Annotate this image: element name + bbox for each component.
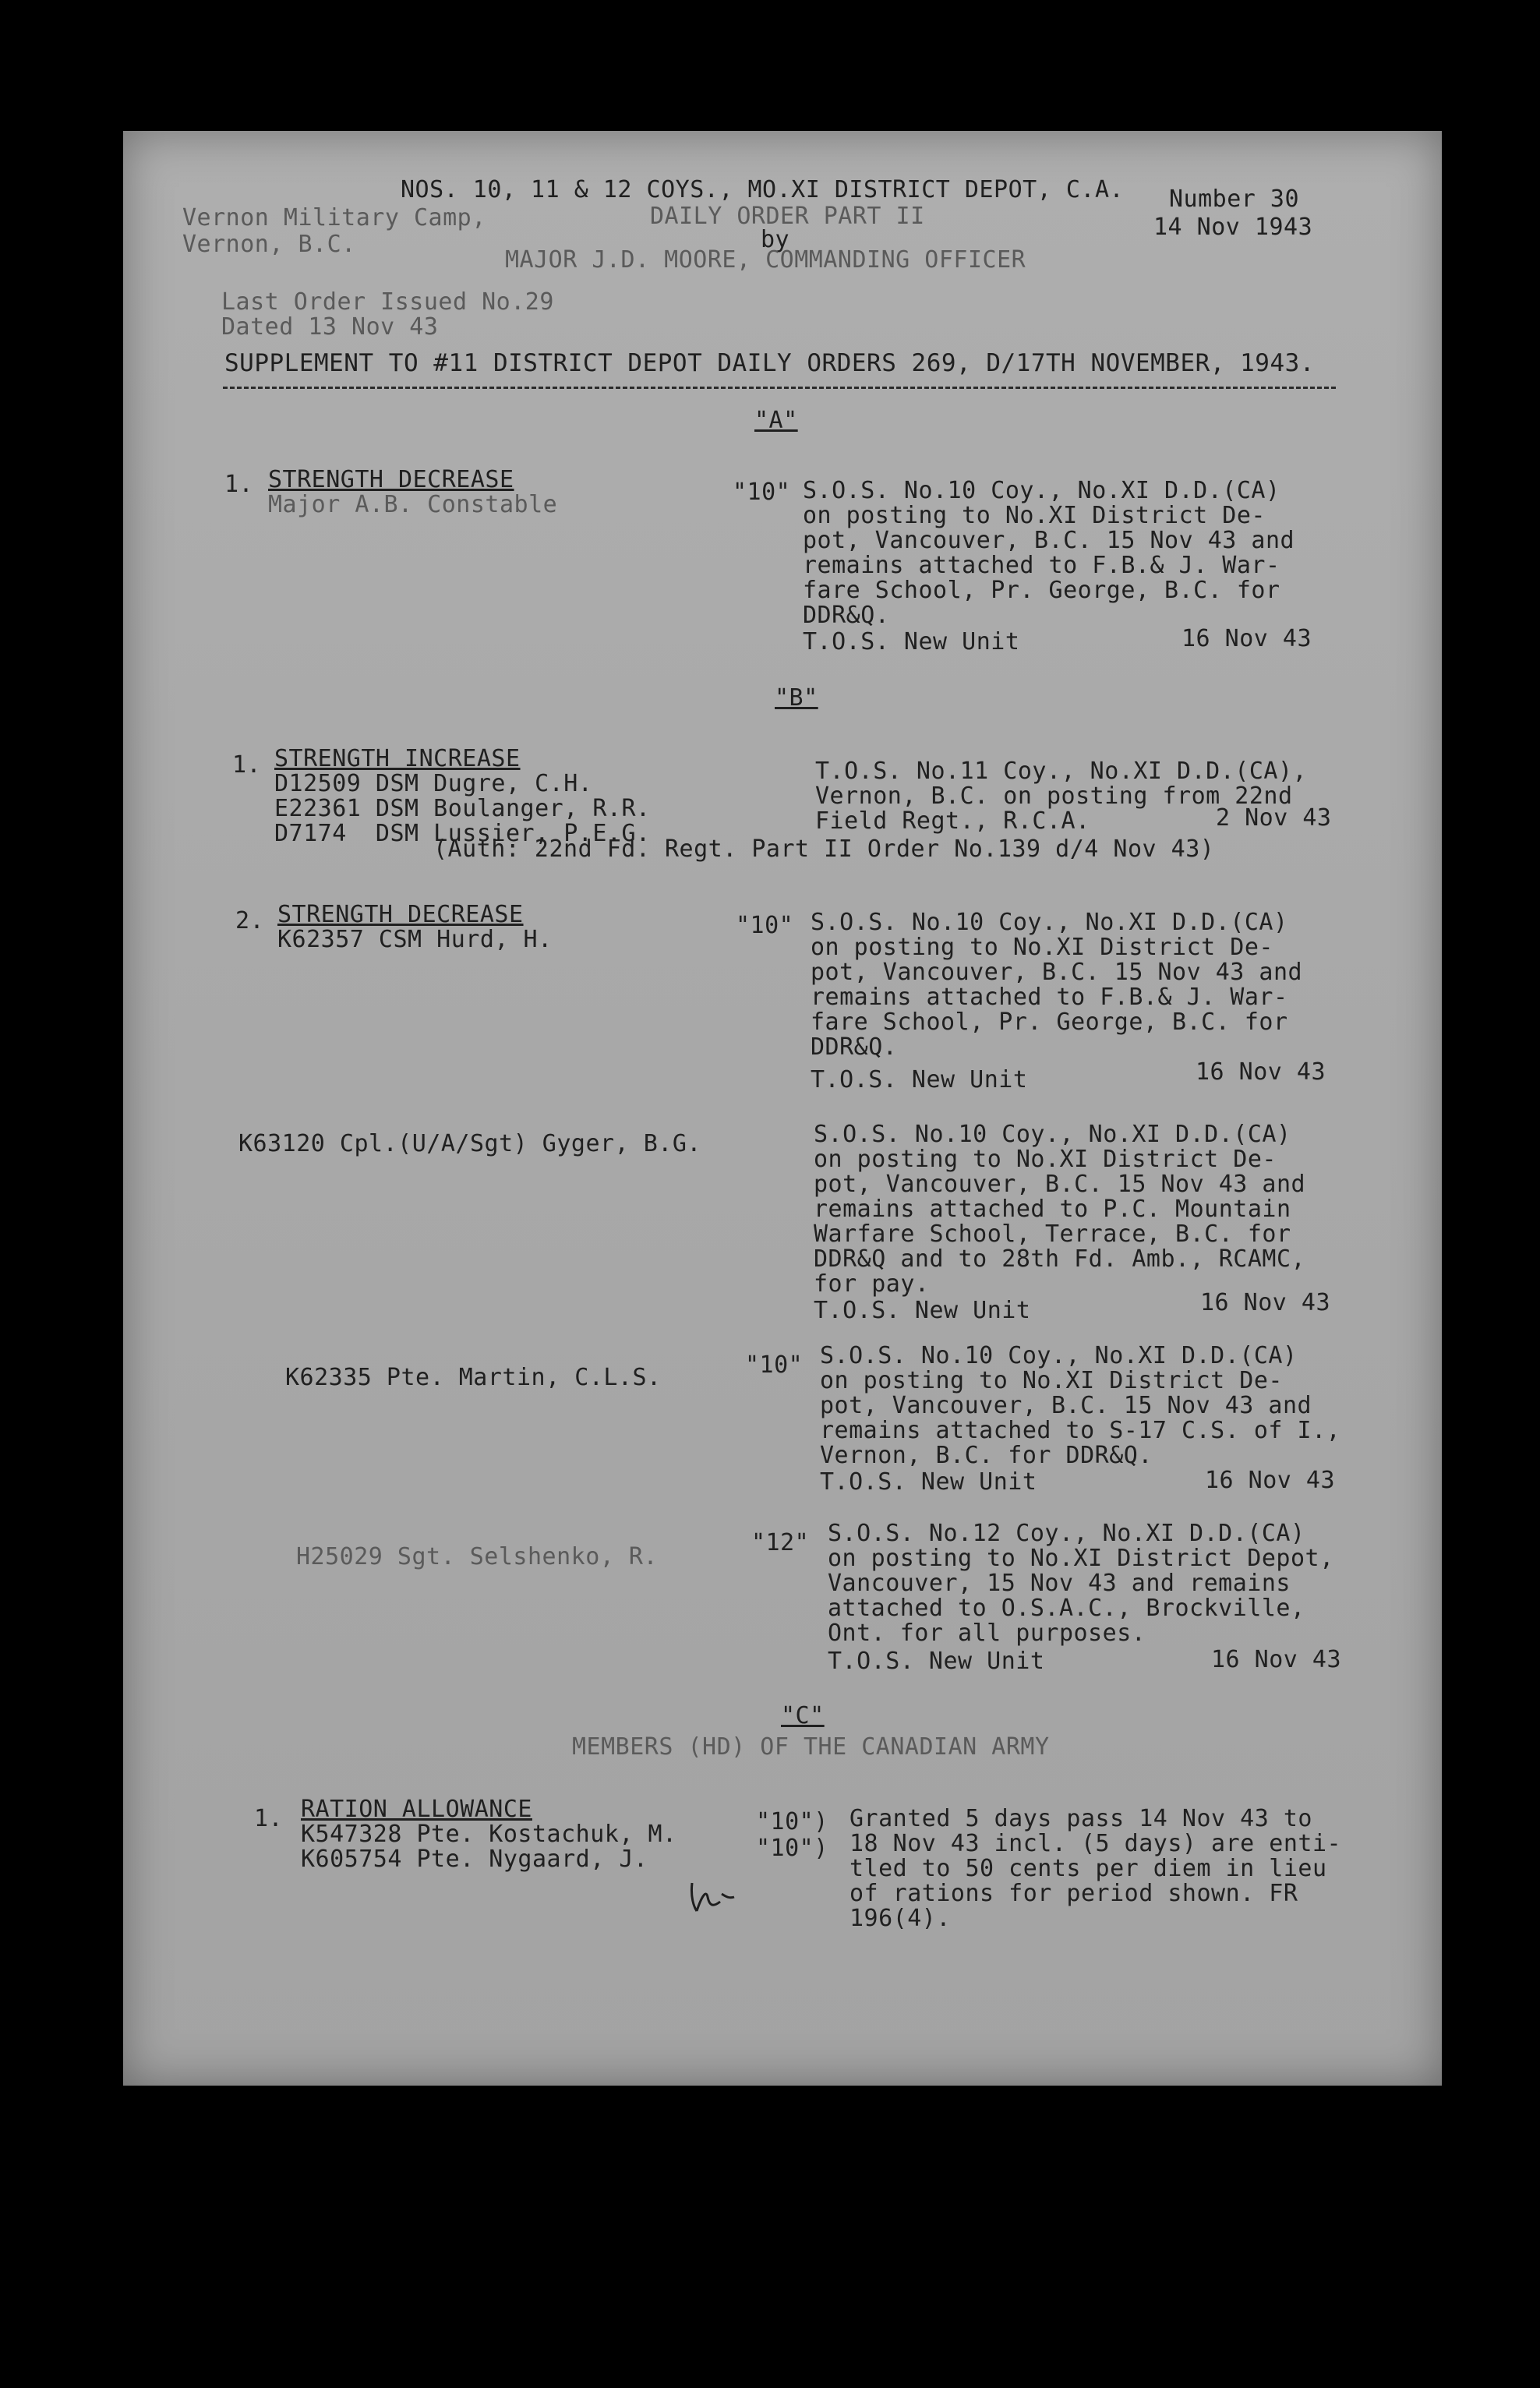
section-b-item-2-coy: "10"	[736, 912, 794, 939]
section-b-item-3-line-2: on posting to No.XI District De-	[814, 1146, 1277, 1173]
section-b-item-4-line-1: S.O.S. No.10 Coy., No.XI D.D.(CA)	[820, 1342, 1298, 1369]
section-c-item-1-heading: RATION ALLOWANCE	[301, 1796, 532, 1823]
section-a-item-1-line-2: on posting to No.XI District De-	[803, 502, 1266, 529]
section-b-item-4-name: K62335 Pte. Martin, C.L.S.	[285, 1364, 662, 1391]
section-b-item-1-date: 2 Nov 43	[1216, 804, 1332, 832]
handwritten-initials	[686, 1874, 740, 1920]
section-c-item-1-number: 1.	[254, 1805, 284, 1832]
section-c-label: "C"	[781, 1702, 825, 1729]
section-b-item-2-tos: T.O.S. New Unit	[811, 1066, 1028, 1093]
section-b-item-1-name-1: D12509 DSM Dugre, C.H.	[274, 770, 593, 797]
section-a-item-1-number: 1.	[224, 471, 254, 498]
section-a-item-1-heading: STRENGTH DECREASE	[268, 466, 514, 493]
order-number: Number 30	[1169, 185, 1300, 213]
section-b-item-4-line-4: remains attached to S-17 C.S. of I.,	[820, 1417, 1341, 1444]
section-c-item-1-name-2: K605754 Pte. Nygaard, J.	[301, 1846, 648, 1873]
section-b-item-2-line-3: pot, Vancouver, B.C. 15 Nov 43 and	[811, 959, 1303, 986]
section-b-item-5-line-4: attached to O.S.A.C., Brockville,	[828, 1595, 1305, 1622]
section-b-item-5-line-1: S.O.S. No.12 Coy., No.XI D.D.(CA)	[828, 1520, 1305, 1547]
header-title: NOS. 10, 11 & 12 COYS., MO.XI DISTRICT DEPOT, C.A.	[401, 176, 1125, 203]
section-b-item-1-line-1: T.O.S. No.11 Coy., No.XI D.D.(CA),	[815, 758, 1308, 785]
section-a-item-1-date: 16 Nov 43	[1181, 625, 1312, 652]
section-b-item-4-line-2: on posting to No.XI District De-	[820, 1367, 1283, 1394]
section-b-label: "B"	[775, 684, 818, 712]
section-b-item-1-auth: (Auth: 22nd Fd. Regt. Part II Order No.139 d/4 Nov 43)	[433, 835, 1215, 863]
section-b-item-1-line-2: Vernon, B.C. on posting from 22nd	[815, 782, 1293, 810]
section-a-item-1-tos: T.O.S. New Unit	[803, 628, 1020, 655]
section-c-item-1-line-4: of rations for period shown. FR	[849, 1880, 1298, 1907]
section-a-item-1-name: Major A.B. Constable	[268, 491, 558, 518]
section-b-item-5-line-2: on posting to No.XI District Depot,	[828, 1545, 1334, 1572]
section-b-item-3-line-3: pot, Vancouver, B.C. 15 Nov 43 and	[814, 1171, 1306, 1198]
section-b-item-3-tos: T.O.S. New Unit	[814, 1297, 1031, 1324]
section-c-item-1-line-2: 18 Nov 43 incl. (5 days) are enti-	[849, 1830, 1342, 1857]
section-a-item-1-line-6: DDR&Q.	[803, 602, 890, 629]
section-b-item-2-name: K62357 CSM Hurd, H.	[277, 926, 553, 953]
section-a-item-1-line-3: pot, Vancouver, B.C. 15 Nov 43 and	[803, 527, 1295, 554]
section-b-item-2-line-2: on posting to No.XI District De-	[811, 934, 1273, 961]
section-b-item-2-heading: STRENGTH DECREASE	[277, 901, 524, 928]
section-c-item-1-coy-1: "10")	[756, 1808, 828, 1835]
header-by: by	[761, 226, 790, 253]
header-city: Vernon, B.C.	[182, 231, 356, 258]
last-order-date: Dated 13 Nov 43	[221, 313, 439, 341]
section-b-item-4-tos: T.O.S. New Unit	[820, 1468, 1037, 1496]
section-b-item-2-line-4: remains attached to F.B.& J. War-	[811, 984, 1288, 1011]
section-b-item-3-line-4: remains attached to P.C. Mountain	[814, 1196, 1291, 1223]
header-camp: Vernon Military Camp,	[182, 204, 486, 231]
section-b-item-4-coy: "10"	[745, 1351, 804, 1379]
section-a-item-1-line-1: S.O.S. No.10 Coy., No.XI D.D.(CA)	[803, 477, 1280, 504]
section-a-label: "A"	[754, 407, 798, 434]
section-a-item-1-line-5: fare School, Pr. George, B.C. for	[803, 577, 1280, 604]
section-b-item-5-date: 16 Nov 43	[1211, 1646, 1342, 1673]
section-a-item-1-line-4: remains attached to F.B.& J. War-	[803, 552, 1280, 579]
section-b-item-1-line-3: Field Regt., R.C.A.	[815, 807, 1090, 835]
section-c-heading: MEMBERS (HD) OF THE CANADIAN ARMY	[572, 1733, 1050, 1761]
order-date: 14 Nov 1943	[1153, 214, 1313, 241]
section-b-item-3-line-1: S.O.S. No.10 Coy., No.XI D.D.(CA)	[814, 1121, 1291, 1148]
section-b-item-2-number: 2.	[235, 907, 265, 934]
section-c-item-1-line-1: Granted 5 days pass 14 Nov 43 to	[849, 1805, 1312, 1832]
section-b-item-4-date: 16 Nov 43	[1205, 1467, 1336, 1494]
section-b-item-1-number: 1.	[232, 751, 262, 779]
section-b-item-3-date: 16 Nov 43	[1200, 1289, 1331, 1316]
section-b-item-5-name: H25029 Sgt. Selshenko, R.	[296, 1543, 659, 1570]
section-c-item-1-line-3: tled to 50 cents per diem in lieu	[849, 1855, 1327, 1882]
order-type: DAILY ORDER PART II	[650, 203, 925, 230]
section-b-item-3-line-5: Warfare School, Terrace, B.C. for	[814, 1220, 1291, 1248]
commanding-officer: MAJOR J.D. MOORE, COMMANDING OFFICER	[505, 246, 1026, 274]
section-b-item-5-line-5: Ont. for all purposes.	[828, 1620, 1146, 1647]
section-b-item-2-date: 16 Nov 43	[1196, 1058, 1326, 1086]
section-b-item-3-line-7: for pay.	[814, 1270, 930, 1298]
section-b-item-3-line-6: DDR&Q and to 28th Fd. Amb., RCAMC,	[814, 1245, 1306, 1273]
last-order: Last Order Issued No.29	[221, 288, 554, 316]
section-b-item-3-name: K63120 Cpl.(U/A/Sgt) Gyger, B.G.	[238, 1130, 701, 1157]
section-a-item-1-coy: "10"	[733, 479, 791, 506]
section-b-item-1-heading: STRENGTH INCREASE	[274, 745, 521, 772]
section-c-item-1-name-1: K547328 Pte. Kostachuk, M.	[301, 1821, 677, 1848]
section-b-item-2-line-5: fare School, Pr. George, B.C. for	[811, 1009, 1288, 1036]
section-b-item-2-line-1: S.O.S. No.10 Coy., No.XI D.D.(CA)	[811, 909, 1288, 936]
section-b-item-1-name-2: E22361 DSM Boulanger, R.R.	[274, 795, 651, 822]
section-b-item-5-tos: T.O.S. New Unit	[828, 1648, 1045, 1675]
supplement-title: SUPPLEMENT TO #11 DISTRICT DEPOT DAILY ORDERS 269, D/17TH NOVEMBER, 1943.	[224, 349, 1315, 377]
section-b-item-5-line-3: Vancouver, 15 Nov 43 and remains	[828, 1570, 1291, 1597]
section-b-item-4-line-5: Vernon, B.C. for DDR&Q.	[820, 1442, 1153, 1469]
section-b-item-2-line-6: DDR&Q.	[811, 1033, 898, 1061]
section-b-item-5-coy: "12"	[751, 1529, 810, 1556]
section-c-item-1-coy-2: "10")	[756, 1835, 828, 1862]
section-b-item-1-name-3: D7174 DSM Lussier, P.E.G.	[274, 820, 651, 847]
section-c-item-1-line-5: 196(4).	[849, 1905, 951, 1932]
supplement-underline	[223, 387, 1336, 389]
section-b-item-4-line-3: pot, Vancouver, B.C. 15 Nov 43 and	[820, 1392, 1312, 1419]
